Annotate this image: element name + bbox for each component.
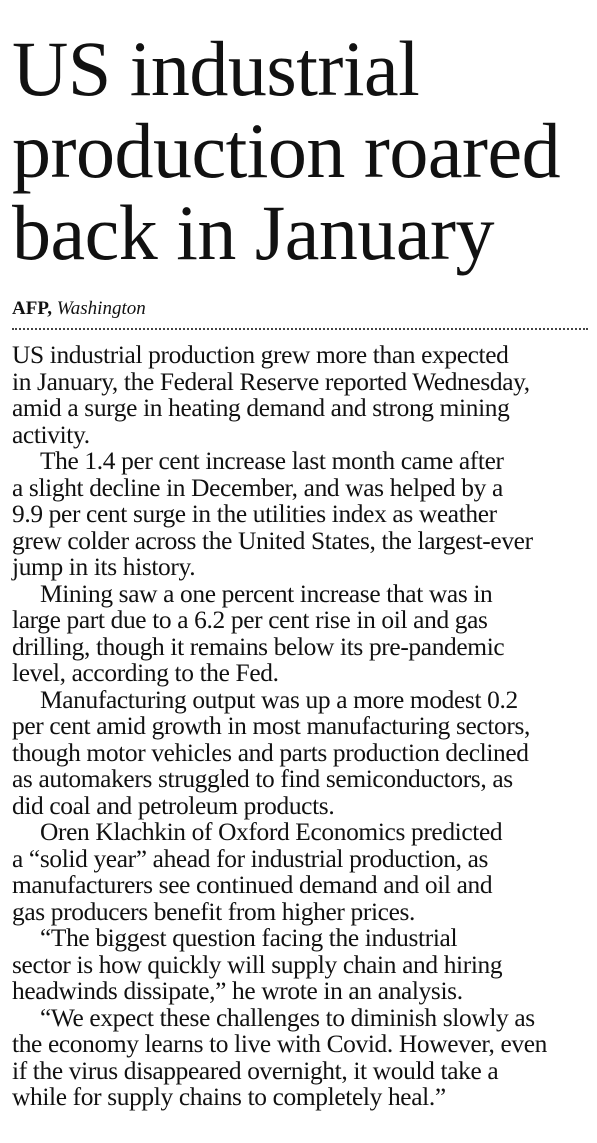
paragraph xyxy=(12,581,588,687)
paragraph-quote xyxy=(12,925,588,1005)
text-line: in January, the Federal Reserve reported Wednesday, xyxy=(12,367,530,396)
byline-agency: AFP, xyxy=(12,298,52,319)
byline-dateline: Washington xyxy=(56,298,146,319)
paragraph xyxy=(12,448,588,581)
headline xyxy=(12,0,588,274)
text-line: large part due to a 6.2 per cent rise in oil and gas xyxy=(12,606,488,634)
text-line: as automakers struggled to find semiconductors, as xyxy=(12,765,513,793)
text-line: sector is how quickly will supply chain and hiring xyxy=(12,950,503,979)
text-line: “The biggest question facing the industrial xyxy=(40,924,458,952)
text-line: Manufacturing output was up a more modest 0.2 xyxy=(40,685,518,714)
headline-line: US industrial xyxy=(12,25,420,112)
paragraph-quote xyxy=(12,1005,588,1111)
text-line: did coal and petroleum products. xyxy=(12,791,335,820)
paragraph xyxy=(12,819,588,925)
text-line: Oren Klachkin of Oxford Economics predicted xyxy=(40,818,503,846)
headline-line: production roared xyxy=(12,107,561,194)
text-line: per cent amid growth in most manufacturing sectors, xyxy=(12,712,531,740)
text-line: manufacturers see continued demand and oil and xyxy=(12,871,493,899)
text-line: a slight decline in December, and was helped by a xyxy=(12,473,503,502)
text-line: jump in its history. xyxy=(12,553,196,581)
text-line: though motor vehicles and parts production declined xyxy=(12,738,529,767)
text-line: a “solid year” ahead for industrial production, as xyxy=(12,844,489,873)
dotted-divider xyxy=(12,328,588,330)
text-line: “We expect these challenges to diminish slowly as xyxy=(40,1003,535,1032)
text-line: the economy learns to live with Covid. However, even xyxy=(12,1030,548,1058)
text-line: 9.9 per cent surge in the utilities index as weather xyxy=(12,500,497,528)
text-line: US industrial production grew more than expected xyxy=(12,341,509,369)
text-line: grew colder across the United States, the largest-ever xyxy=(12,526,533,555)
paragraph-lead xyxy=(12,342,588,448)
text-line: headwinds dissipate,” he wrote in an analysis. xyxy=(12,977,463,1005)
headline-line: back in January xyxy=(12,189,494,276)
article-body xyxy=(12,342,588,1111)
text-line: The 1.4 per cent increase last month came after xyxy=(40,447,504,475)
text-line: level, according to the Fed. xyxy=(12,659,279,687)
paragraph xyxy=(12,687,588,820)
text-line: drilling, though it remains below its pre-pandemic xyxy=(12,632,505,661)
byline xyxy=(12,298,588,320)
text-line: if the virus disappeared overnight, it would take a xyxy=(12,1056,499,1085)
news-article xyxy=(12,0,588,1111)
text-line: activity. xyxy=(12,420,90,449)
text-line: gas producers benefit from higher prices. xyxy=(12,897,416,926)
text-line: while for supply chains to completely heal.” xyxy=(12,1083,446,1111)
text-line: amid a surge in heating demand and strong mining xyxy=(12,394,510,422)
text-line: Mining saw a one percent increase that was in xyxy=(40,579,493,608)
